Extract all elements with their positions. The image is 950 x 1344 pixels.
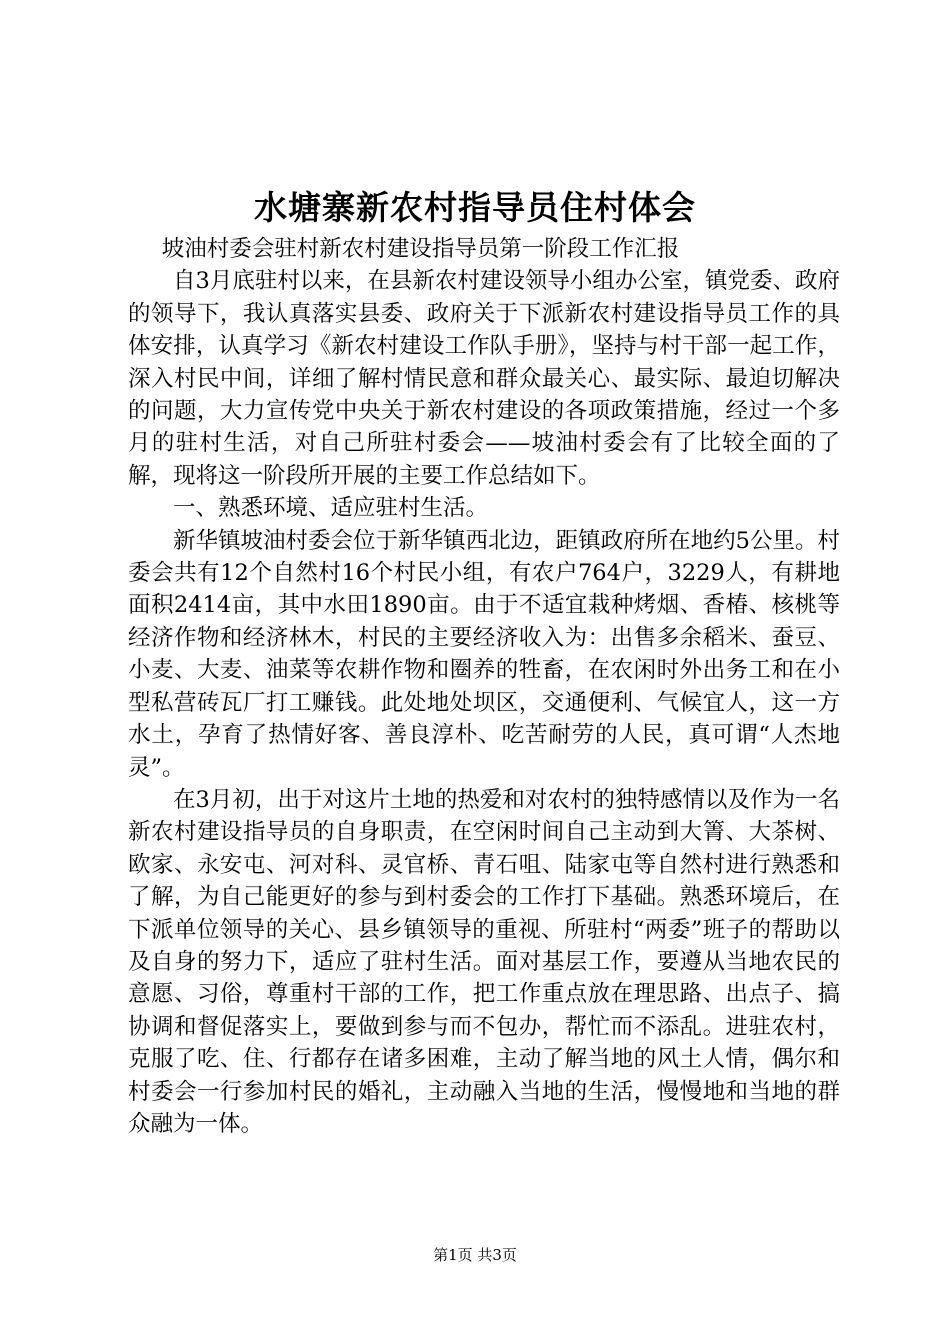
document-body	[128, 233, 840, 1140]
paragraph-village-overview: 新华镇坡油村委会位于新华镇西北边，距镇政府所在地约5公里。村委会共有12个自然村16个村民小组，有农户764户，3229人，有耕地面积2414亩，其中水田1890亩。由于不适宜栽种烤烟、香椿、核桃等经济作物和经济林木，村民的主要经济收入为：出售多余稻米、蚕豆、小麦、大麦、油菜等农耕作物和圈养的牲畜，在农闲时外出务工和在小型私营砖瓦厂打工赚钱。此处地处坝区，交通便利、气候宜人，这一方水土，孕育了热情好客、善良淳朴、吃苦耐劳的人民，真可谓“人杰地灵”。	[128, 527, 840, 781]
section-heading: 一、熟悉环境、适应驻村生活。	[173, 495, 489, 522]
paragraph-intro: 自3月底驻村以来，在县新农村建设领导小组办公室，镇党委、政府的领导下，我认真落实县委、政府关于下派新农村建设指导员工作的具体安排，认真学习《新农村建设工作队手册》，坚持与村干部一起工作，深入村民中间，详细了解村情民意和群众最关心、最实际、最迫切解决的问题，大力宣传党中央关于新农村建设的各项政策措施，经过一个多月的驻村生活，对自己所驻村委会——坡油村委会有了比较全面的了解，现将这一阶段所开展的主要工作总结如下。	[128, 268, 840, 489]
document-title: 水塘寨新农村指导员住村体会	[254, 188, 696, 227]
page-footer: 第1页 共3页	[433, 1246, 517, 1264]
document-subtitle: 坡油村委会驻村新农村建设指导员第一阶段工作汇报	[161, 236, 680, 262]
paragraph-adaptation: 在3月初，出于对这片土地的热爱和对农村的独特感情以及作为一名新农村建设指导员的自身职责，在空闲时间自己主动到大箐、大茶树、欧家、永安屯、河对科、灵官桥、青石咀、陆家屯等自然村进行熟悉和了解，为自己能更好的参与到村委会的工作打下基础。熟悉环境后，在下派单位领导的关心、县乡镇领导的重视、所驻村“两委”班子的帮助以及自身的努力下，适应了驻村生活。面对基层工作，要遵从当地农民的意愿、习俗，尊重村干部的工作，把工作重点放在理思路、出点子、搞协调和督促落实上，要做到参与而不包办，帮忙而不添乱。进驻农村，克服了吃、住、行都存在诸多困难，主动了解当地的风土人情，偶尔和村委会一行参加村民的婚礼，主动融入当地的生活，慢慢地和当地的群众融为一体。	[128, 786, 840, 1137]
